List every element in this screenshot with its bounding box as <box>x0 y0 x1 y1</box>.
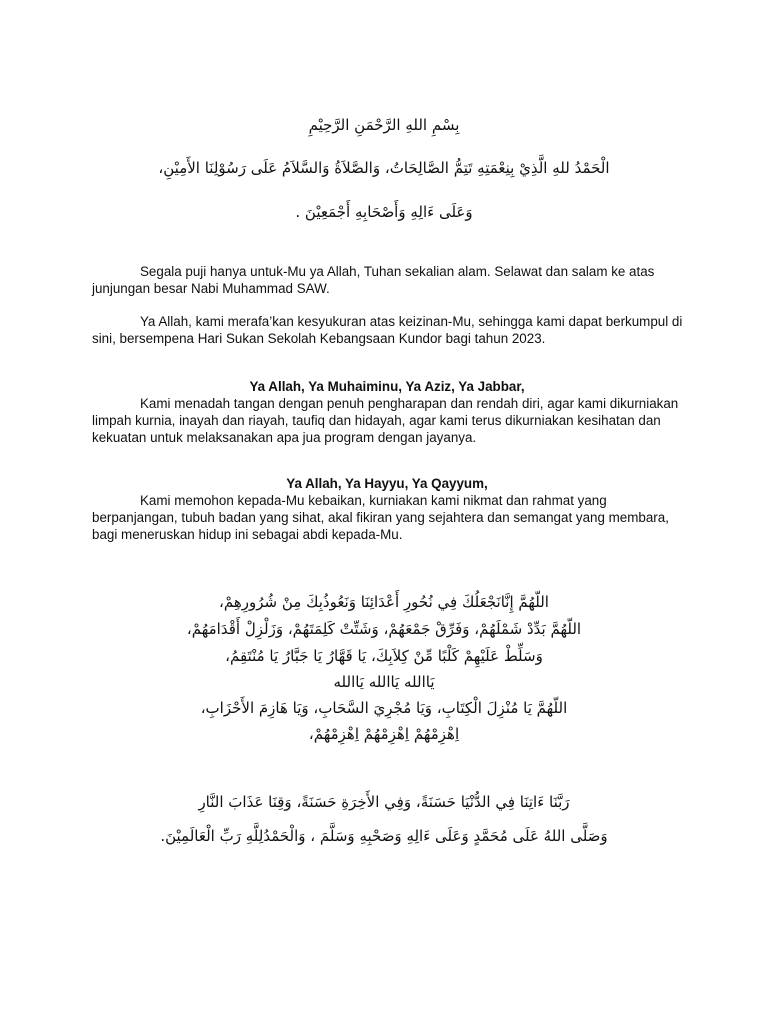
paragraph-line: Kami menadah tangan dengan penuh pengharapan dan rendah diri, agar kami dikurniakan <box>140 396 679 411</box>
doa-line-3: وَسَلِّطْ عَلَيْهِمْ كَلْبًا مِّنْ كِلاَبِكَ، يَا قَهَّارُ يَا جَبَّارُ يَا مُنْتَقِمُ، <box>225 647 543 665</box>
paragraph-line: Ya Allah, kami merafa’kan kesyukuran atas keizinan-Mu, sehingga kami dapat berkumpul di <box>140 314 683 329</box>
salawat-line: وَعَلَى ءَالِهِ وَأَصْحَابِهِ أَجْمَعِيْنَ . <box>295 203 473 221</box>
paragraph-line: bagi meneruskan hidup ini sebagai abdi kepada-Mu. <box>92 527 403 542</box>
paragraph-line: Segala puji hanya untuk-Mu ya Allah, Tuhan sekalian alam. Selawat dan salam ke atas <box>140 264 655 279</box>
section-heading-hayyu: Ya Allah, Ya Hayyu, Ya Qayyum, <box>286 476 488 491</box>
doa-line-1: اللّهُمَّ إِنَّانَجْعَلُكَ فِي نُحُورِ أَعْدَائِنَا وَنَعُوذُبِكَ مِنْ شُرُورِهِمْ، <box>219 593 549 611</box>
bismillah-line: بِسْمِ اللهِ الرَّحْمَنِ الرَّحِيْمِ <box>308 116 460 134</box>
paragraph-request <box>92 492 682 543</box>
paragraph-gratitude <box>92 313 682 347</box>
hamdalah-line: الْحَمْدُ للهِ الَّذِيْ بِنِعْمَتِهِ تَتِمُّ الصَّالِحَاتُ، وَالصَّلاَةُ وَالسَّلاَمُ عَلَى رَسُوْلِنَا الأَمِيْنِ، <box>158 159 610 177</box>
doa-line-5: اللّهُمَّ يَا مُنْزِلَ الْكِتَابِ، وَيَا مُجْرِيَ السَّحَابِ، وَيَا هَازِمَ الأَحْزَابِ، <box>200 699 568 717</box>
paragraph-line: kekuatan untuk melaksanakan apa jua program dengan jayanya. <box>92 430 477 445</box>
section-heading-muhaimin: Ya Allah, Ya Muhaiminu, Ya Aziz, Ya Jabbar, <box>249 379 525 394</box>
paragraph-line: junjungan besar Nabi Muhammad SAW. <box>92 281 330 296</box>
doa-line-4: يَاالله يَاالله يَاالله <box>333 673 435 691</box>
doa-line-2: اللّهُمَّ بَدِّدْ شَمْلَهُمْ، وَفَرِّقْ جَمْعَهُمْ، وَشَتِّتْ كَلِمَتَهُمْ، وَزَلْزِلْ أَقْدَامَهُمْ، <box>186 620 582 638</box>
paragraph-line: berpanjangan, tubuh badan yang sihat, akal fikiran yang sejahtera dan semangat yang membara, <box>92 510 669 525</box>
closing-line-2: وَصَلَّى اللهُ عَلَى مُحَمَّدٍ وَعَلَى ءَالِهِ وَصَحْبِهِ وَسَلَّمَ ، وَالْحَمْدُلِلَّهِ رَبِّ الْعَالَمِيْنَ. <box>160 827 608 845</box>
paragraph-line: Kami memohon kepada-Mu kebaikan, kurniakan kami nikmat dan rahmat yang <box>140 493 607 508</box>
closing-line-1: رَبَّنَا ءَاتِنَا فِي الدُّنْيَا حَسَنَةً، وَفِي الأَخِرَةِ حَسَنَةً، وَقِنَا عَذَابَ النَّارِ <box>198 793 570 811</box>
paragraph-praise <box>92 263 682 297</box>
paragraph-line: limpah kurnia, inayah dan riayah, taufiq dan hidayah, agar kami terus dikurniakan kesihatan dan <box>92 413 661 428</box>
paragraph-supplication <box>92 395 682 446</box>
doa-line-6: اِهْزِمْهُمْ اِهْزِمْهُمْ اِهْزِمْهُمْ، <box>308 725 460 743</box>
paragraph-line: sini, bersempena Hari Sukan Sekolah Kebangsaan Kundor bagi tahun 2023. <box>92 331 546 346</box>
